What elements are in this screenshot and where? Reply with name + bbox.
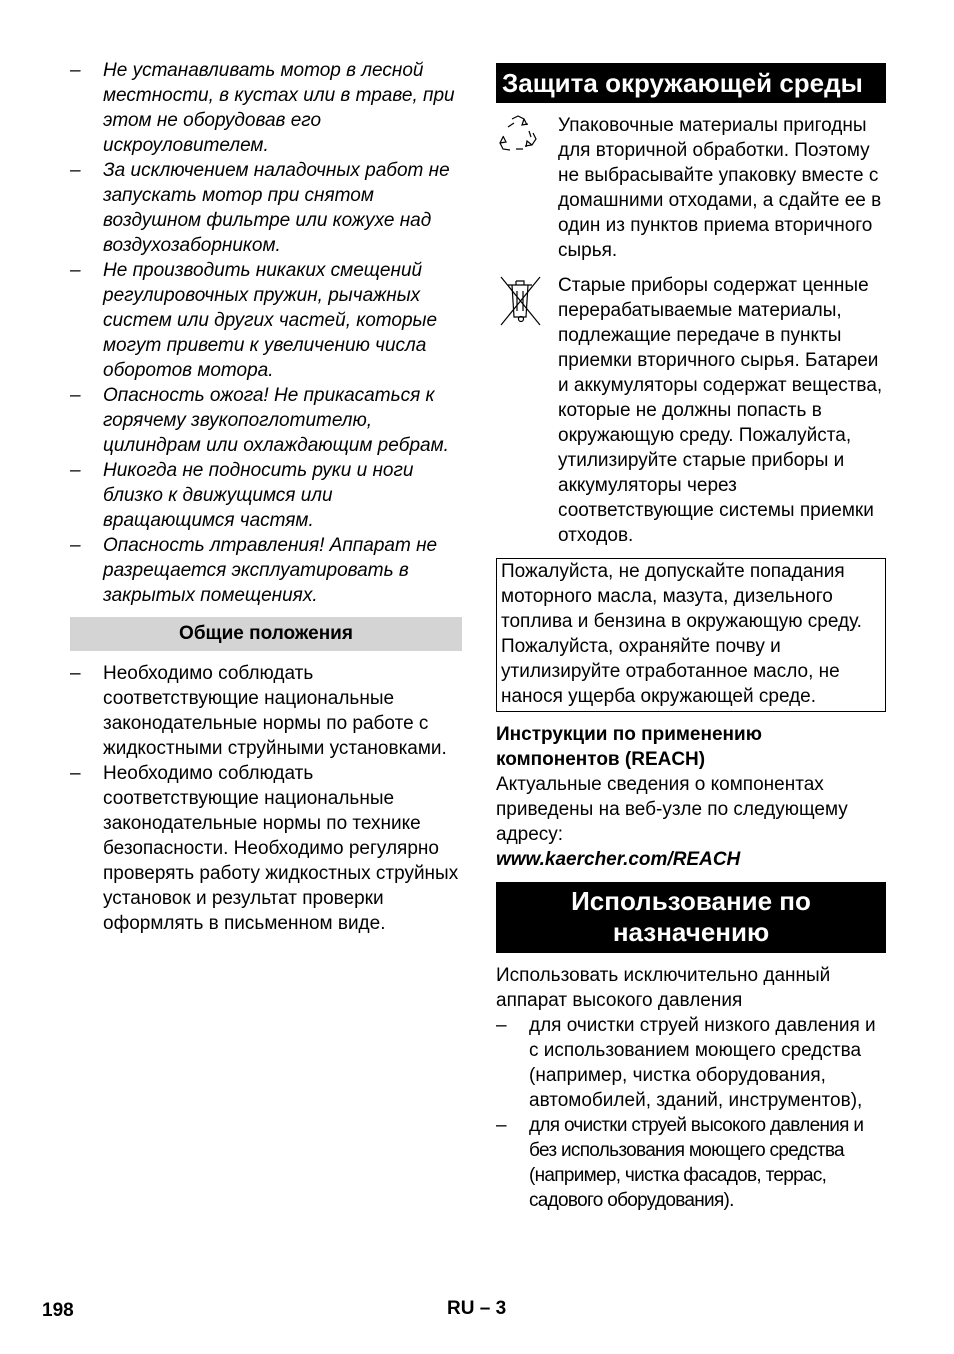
usage-list (496, 1013, 886, 1213)
safety-list (70, 58, 462, 608)
list-item: – для очистки струей низкого давления и с использованием моющего средства (например, чистка оборудования, автомобилей, зданий, инструментов), (496, 1013, 886, 1113)
list-item: – Опасность лтравления! Аппарат не разрещается эксплуатировать в закрытых помещениях. (70, 533, 462, 608)
page-number: 198 (42, 1300, 74, 1321)
usage-intro: Использовать исключительно данный аппарат высокого давления (496, 965, 831, 1011)
devices-row (496, 273, 886, 548)
packaging-text: Упаковочные материалы пригодны для вторичной обработки. Поэтому не выбрасывайте упаковку вместе с домашними отходами, а сдайте ее в один из пунктов приема вторичного сырья. (558, 115, 882, 261)
list-item: – Опасность ожога! Не прикасаться к горячему звукопоглотителю, цилиндрам или охлаждающим ребрам. (70, 383, 462, 458)
env-heading: Защита окружающей среды (496, 63, 886, 103)
section-label: RU – 3 (447, 1298, 507, 1319)
list-item: – За исключением наладочных работ не запускать мотор при снятом воздушном фильтре или кожухе над воздухозаборником. (70, 158, 462, 258)
oil-notice: Пожалуйста, не допускайте попадания моторного масла, мазута, дизельного топлива и бензина в окружающую среду. Пожалуйста, охраняйте почву и утилизируйте отработанное масло, не нанося ущерба окружающей среде. (496, 558, 886, 712)
right-column (496, 63, 886, 1213)
general-list (70, 661, 462, 936)
general-heading: Общие положения (70, 617, 462, 651)
recycling-icon (496, 113, 558, 263)
list-item: – Не устанавливать мотор в лесной местности, в кустах или в траве, при этом не оборудовав его искроуловителем. (70, 58, 462, 158)
list-item: – Необходимо соблюдать соответствующие национальные законодательные нормы по технике безопасности. Необходимо регулярно проверять работу жидкостных струйных установок и результат проверки оформлять в письменном виде. (70, 761, 462, 936)
usage-heading: Использование по назначению (496, 882, 886, 953)
list-item: – Не производить никаких смещений регулировочных пружин, рычажных систем или других частей, которые могут привети к увеличению числа оборотов мотора. (70, 258, 462, 383)
list-item: – для очистки струей высокого давления и без использования моющего средства (например, чистка фасадов, террас, садового оборудования). (496, 1113, 886, 1213)
packaging-row (496, 113, 886, 263)
reach-url[interactable]: www.kaercher.com/REACH (496, 849, 741, 870)
crossed-out-bin-icon (496, 273, 558, 548)
left-column (70, 58, 462, 936)
list-item: – Необходимо соблюдать соответствующие национальные законодательные нормы по работе с жидкостными струйными установками. (70, 661, 462, 761)
devices-text: Старые приборы содержат ценные перерабатываемые материалы, подлежащие передаче в пункты приемки вторичного сырья. Батареи и аккумуляторы содержат вещества, которые не должны попасть в окружающую среду. Пожалуйста, утилизируйте старые приборы и аккумуляторы через соответствующие системы приемки отходов. (558, 275, 883, 546)
reach-heading: Инструкции по применению компонентов (REACH) (496, 724, 762, 770)
list-item: – Никогда не подносить руки и ноги близко к движущимся или вращающимся частям. (70, 458, 462, 533)
reach-text: Актуальные сведения о компонентах приведены на веб-узле по следующему адресу: (496, 774, 848, 845)
